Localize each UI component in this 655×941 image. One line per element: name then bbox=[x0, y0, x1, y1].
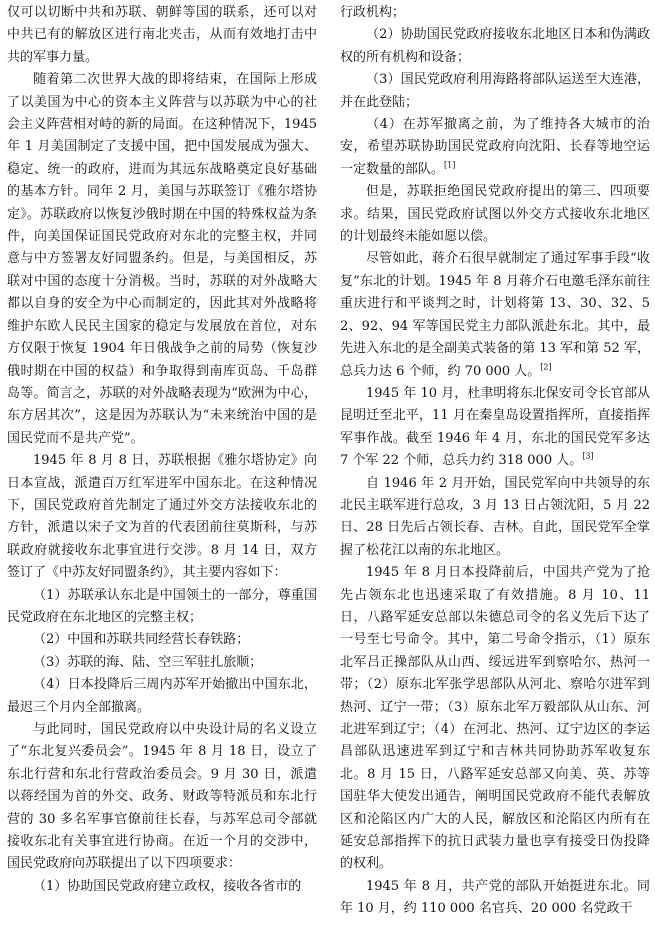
paragraph-text: 尽管如此，蒋介石很早就制定了通过军事手段“收复”东北的计划。1945 年 8 月蒋介石电邀毛泽东前往重庆进行和平谈判之时，计划将第 13、30、32、52、92、94 军等国民党主力部队派赴东北。其中，最先进入东北的是全副美式装备的第 13 军和第 52 军，总兵力达 6 个师，约 70 000 人。 bbox=[340, 251, 650, 379]
list-item-text: （4）在苏军撤离之前，为了维持各大城市的治安，希望苏联协助国民党政府向沈阳、长春等地空运一定数量的部队。 bbox=[340, 117, 650, 177]
paragraph: 仅可以切断中共和苏联、朝鲜等国的联系，还可以对中共已有的解放区进行南北夹击，从而有效地打击中共的军事力量。 bbox=[7, 5, 317, 65]
footnote-ref: [3] bbox=[582, 451, 594, 461]
paragraph-text: 1945 年 10 月，杜聿明将东北保安司令长官部从昆明迁至北平，11 月在秦皇岛设置指挥所，直接指挥军事作战。截至 1946 年 4 月，东北的国民党军多达 7 个军 22 个师，总兵力约 318 000 人。 bbox=[340, 385, 650, 469]
paragraph: 但是，苏联拒绝国民党政府提出的第三、四项要求。结果，国民党政府试图以外交方式接收东北地区的计划最终未能如愿以偿。 bbox=[340, 184, 650, 245]
list-item: （1）协助国民党政府建立政权，接收各省市的 bbox=[33, 878, 302, 894]
list-item: （2）协助国民党政府接收东北地区日本和伪满政权的所有机构和设备； bbox=[340, 27, 650, 65]
list-item: （2）中国和苏联共同经营长春铁路； bbox=[33, 632, 250, 648]
left-column bbox=[7, 2, 317, 941]
paragraph: 与此同时，国民党政府以中央设计局的名义设立了“东北复兴委员会”。1945 年 8 月 18 日，设立了东北行营和东北行营政治委员会。9 月 30 日，派遣以蒋经国为首的外交、政务、财政等特派员和东北行营的 30 多名军事官僚前往长春，与苏军总司令部就接收东北有关事宜进行协商。在近一个月的交涉中，国民党政府向苏联提出了以下四项要求： bbox=[7, 722, 317, 872]
paragraph: 随着第二次世界大战的即将结束，在国际上形成了以美国为中心的资本主义阵营与以苏联为中心的社会主义阵营相对峙的新的局面。在这种情况下，1945 年 1 月美国制定了支援中国，把中国发展成为强大、稳定、统一的政府，进而为其远东战略奠定良好基础的基本方针。同年 2 月，美国与苏联签订《雅尔塔协定》。苏联政府以恢复沙俄时期在中国的特殊权益为条件，向美国保证国民党政府对东北的完整主权，并同意与中方签署友好同盟条约。但是，与美国相反，苏联对中国的态度十分消极。当时，苏联的对外战略大都以自身的安全为中心而制定的，因此其对外战略将维护东欧人民民主国家的稳定与发展放在首位，对东方仅限于恢复 1904 年日俄战争之前的局势（恢复沙俄时期在中国的权益）和争取得到南库页岛、千岛群岛等。简言之，苏联的对外战略表现为“欧洲为中心，东方居其次”，这是因为苏联认为“未来统治中国的是国民党而不是共产党”。 bbox=[7, 72, 317, 446]
paragraph: 行政机构； bbox=[340, 5, 406, 20]
paragraph: 自 1946 年 2 月开始，国民党军向中共领导的东北民主联军进行总攻，3 月 13 日占领沈阳，5 月 22 日、28 日先后占领长春、吉林。自此，国民党军全掌握了松花江以南的东北地区。 bbox=[340, 475, 650, 558]
list-item: （4）日本投降后三周内苏军开始撤出中国东北，最迟三个月内全部撤离。 bbox=[7, 677, 317, 715]
list-item bbox=[340, 114, 650, 181]
list-item: （3）苏联的海、陆、空三军驻扎旅顺； bbox=[33, 654, 263, 670]
footnote-ref: [1] bbox=[444, 160, 456, 170]
paragraph bbox=[340, 248, 650, 382]
right-column bbox=[340, 2, 650, 941]
paragraph: 1945 年 8 月 8 日，苏联根据《雅尔塔协定》向日本宣战，派遣百万红军进军中国东北。在这种情况下，国民党政府首先制定了通过外交方法接收东北的方针，派遣以宋子文为首的代表团前往莫斯科，与苏联政府就接收东北事宜进行交涉。8 月 14 日，双方签订了《中苏友好同盟条约》，其主要内容如下： bbox=[7, 453, 317, 581]
footnote-ref: [2] bbox=[540, 362, 552, 372]
paragraph: 1945 年 8 月，共产党的部队开始挺进东北。同年 10 月，约 110 000 名官兵、20 000 名党政干 bbox=[340, 878, 650, 917]
list-item: （3）国民党政府利用海路将部队运送至大连港，并在此登陆； bbox=[340, 72, 650, 110]
paragraph bbox=[340, 383, 650, 473]
list-item: （1）苏联承认东北是中国领土的一部分，尊重国民党政府在东北地区的完整主权； bbox=[7, 587, 317, 625]
paragraph: 1945 年 8 月日本投降前后，中国共产党为了抢先占领东北也迅速采取了有效措施。8 月 10、11 日，八路军延安总部以朱德总司令的名义先后下达了一号至七号命令。其中，第二号命令指示，（1）原东北军吕正操部队从山西、绥远进军到察哈尔、热河一带；（2）原东北军张学思部队从河北、察哈尔进军到热河、辽宁一带；（3）原东北军万毅部队从山东、河北进军到辽宁；（4）在河北、热河、辽宁边区的李运昌部队迅速进军到辽宁和吉林共同协助苏军收复东北。8 月 15 日，八路军延安总部又向美、英、苏等国驻华大使发出通告，阐明国民党政府不能代表解放区和沦陷区内广大的人民，解放区和沦陷区内所有在延安总部指挥下的抗日武装力量也享有接受日伪投降的权利。 bbox=[340, 565, 650, 872]
